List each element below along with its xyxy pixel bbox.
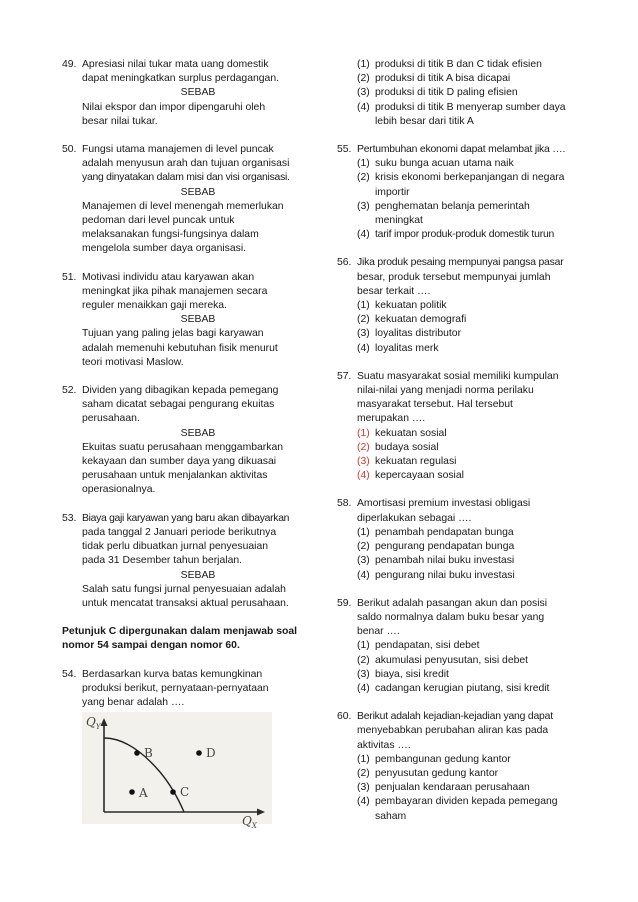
reason-line: adalah memenuhi kebutuhan fisik menurut — [82, 342, 278, 354]
x-axis-label: $Q_X$ — [242, 814, 257, 831]
statement-line: pada 31 Desember tahun berjalan. — [82, 555, 243, 567]
option-3 — [357, 455, 587, 469]
question-number: 51. — [62, 271, 77, 283]
option-text: akumulasi penyusutan, sisi debet — [375, 654, 529, 666]
option-number: (3) — [357, 668, 370, 680]
point-b-label: B — [144, 746, 153, 761]
option-number: (2) — [357, 767, 370, 779]
option-text: loyalitas merk — [375, 342, 439, 354]
connector-sebab: SEBAB — [180, 314, 216, 326]
statement-line: Berikut adalah kejadian-kejadian yang dapat — [357, 711, 553, 723]
option-1 — [357, 58, 587, 72]
statement-line: nilai-nilai yang menjadi norma perilaku — [357, 385, 534, 397]
statement-line: dapat meningkatkan surplus perdagangan. — [82, 73, 279, 85]
option-text: produksi di titik A bisa dicapai — [375, 73, 511, 85]
option-1 — [357, 526, 587, 540]
option-text: kepercayaan sosial — [375, 470, 464, 482]
point-c-dot — [170, 789, 176, 795]
reason-line: perusahaan untuk menjalankan aktivitas — [82, 470, 268, 482]
statement-line: saldo normalnya dalam buku besar yang — [357, 611, 545, 623]
option-text: kekuatan sosial — [375, 427, 447, 439]
instruction-line: Petunjuk C dipergunakan dalam menjawab soal — [62, 626, 298, 638]
y-axis-label: $Q_Y$ — [86, 715, 101, 732]
reason-line: besar nilai tukar. — [82, 115, 158, 127]
point-d-dot — [196, 750, 202, 756]
option-text: pengurang pendapatan bunga — [375, 541, 515, 553]
option-4 — [357, 795, 587, 823]
option-4 — [357, 682, 587, 696]
option-text: saham — [375, 810, 407, 822]
option-2 — [357, 540, 587, 554]
statement-line: menyebabkan perubahan aliran kas pada — [357, 725, 549, 737]
connector-sebab: SEBAB — [180, 87, 216, 99]
option-text: krisis ekonomi berkepanjangan di negara — [375, 172, 565, 184]
question-number: 56. — [337, 257, 352, 269]
option-number: (1) — [357, 158, 370, 170]
statement-line: Amortisasi premium investasi obligasi — [357, 498, 531, 510]
option-text: pengurang nilai buku investasi — [375, 569, 515, 581]
option-number: (3) — [357, 328, 370, 340]
option-3 — [357, 86, 587, 100]
reason-line: kekayaan dan sumber daya yang dikuasai — [82, 456, 277, 468]
statement-line: Berikut adalah pasangan akun dan posisi — [357, 597, 548, 609]
option-text: produksi di titik B dan C tidak efisien — [375, 59, 542, 70]
statement-line: besar terkait …. — [357, 285, 431, 297]
option-text: kekuatan regulasi — [375, 456, 457, 468]
option-1 — [357, 157, 587, 171]
point-d-label: D — [206, 746, 216, 761]
statement-line: aktivitas …. — [357, 739, 411, 751]
option-3 — [357, 781, 587, 795]
option-number: (4) — [357, 470, 370, 482]
question-number: 59. — [337, 597, 352, 609]
question-60 — [337, 710, 587, 824]
question-52 — [62, 384, 314, 498]
option-number: (3) — [357, 782, 370, 794]
option-number: (3) — [357, 87, 370, 99]
question-number: 49. — [62, 59, 77, 70]
option-3 — [357, 327, 587, 341]
connector-sebab: SEBAB — [180, 427, 216, 439]
connector-sebab: SEBAB — [180, 186, 216, 198]
question-number: 57. — [337, 370, 352, 382]
connector-sebab: SEBAB — [180, 569, 216, 581]
option-text: lebih besar dari titik A — [375, 115, 474, 127]
option-text: penambah nilai buku investasi — [375, 555, 515, 567]
option-4 — [357, 342, 587, 356]
question-number: 53. — [62, 512, 77, 524]
option-number: (2) — [357, 541, 370, 553]
question-number: 50. — [62, 144, 77, 156]
question-number: 52. — [62, 385, 77, 397]
statement-line: produksi berikut, pernyataan-pernyataan — [82, 682, 269, 694]
statement-line: yang dinyatakan dalam misi dan visi organisasi. — [82, 172, 290, 184]
option-number: (2) — [357, 441, 370, 453]
ppf-graph-svg — [82, 712, 272, 831]
option-number: (4) — [357, 342, 370, 354]
option-2 — [357, 72, 587, 86]
reason-line: mengelola sumber daya organisasi. — [82, 243, 247, 255]
option-number: (1) — [357, 526, 370, 538]
question-number: 60. — [337, 711, 352, 723]
option-text: meningkat — [375, 215, 423, 227]
statement-line: diperlakukan sebagai …. — [357, 512, 472, 524]
option-number: (4) — [357, 229, 370, 241]
statement-line: Pertumbuhan ekonomi dapat melambat jika …. — [357, 144, 566, 156]
reason-line: operasionalnya. — [82, 484, 156, 496]
reason-line: Salah satu fungsi jurnal penyesuaian adalah — [82, 583, 286, 595]
statement-line: adalah menyusun arah dan tujuan organisasi — [82, 158, 290, 170]
reason-line: Nilai ekspor dan impor dipengaruhi oleh — [82, 101, 266, 113]
instruction-line: nomor 54 sampai dengan nomor 60. — [62, 640, 240, 652]
option-number: (3) — [357, 456, 370, 468]
option-1 — [357, 753, 587, 767]
option-number: (1) — [357, 427, 370, 439]
question-49 — [62, 58, 314, 129]
option-3 — [357, 668, 587, 682]
option-text: produksi di titik B menyerap sumber daya — [375, 101, 566, 113]
option-text: kekuatan politik — [375, 300, 447, 312]
question-number: 55. — [337, 144, 352, 156]
question-53 — [62, 512, 314, 611]
option-text: suku bunga acuan utama naik — [375, 158, 514, 170]
question-51 — [62, 271, 314, 370]
option-number: (2) — [357, 654, 370, 666]
option-2 — [357, 654, 587, 668]
option-text: penambah pendapatan bunga — [375, 526, 514, 538]
statement-line: tidak perlu dibuatkan jurnal penyesuaian — [82, 541, 269, 553]
statement-line: Suatu masyarakat sosial memiliki kumpulan — [357, 370, 559, 382]
statement-line: Berdasarkan kurva batas kemungkinan — [82, 668, 263, 680]
option-text: pembangunan gedung kantor — [375, 753, 511, 765]
option-number: (2) — [357, 73, 370, 85]
question-56 — [337, 256, 587, 355]
option-number: (3) — [357, 200, 370, 212]
question-54 — [62, 668, 314, 831]
statement-line: masyarakat tersebut. Hal tersebut — [357, 399, 513, 411]
reason-line: Manajemen di level menengah memerlukan — [82, 200, 284, 212]
option-text: pembayaran dividen kepada pemegang — [375, 796, 558, 808]
option-number: (1) — [357, 300, 370, 312]
option-4 — [357, 101, 587, 129]
statement-line: perusahaan. — [82, 413, 140, 425]
statement-line: pada tanggal 2 Januari periode berikutnya — [82, 526, 277, 538]
instruction-c — [62, 625, 314, 653]
option-number: (4) — [357, 569, 370, 581]
statement-line: merupakan …. — [357, 413, 426, 425]
right-column — [337, 58, 587, 838]
ppf-graph — [82, 712, 272, 831]
option-number: (2) — [357, 314, 370, 326]
point-a-dot — [129, 789, 135, 795]
graph-photo-background — [82, 712, 272, 824]
question-number: 58. — [337, 498, 352, 510]
reason-line: pedoman dari level puncak untuk — [82, 215, 235, 227]
option-1 — [357, 299, 587, 313]
option-text: pendapatan, sisi debet — [375, 640, 480, 652]
option-2 — [357, 313, 587, 327]
question-57 — [337, 370, 587, 484]
option-number: (1) — [357, 753, 370, 765]
reason-line: Ekuitas suatu perusahaan menggambarkan — [82, 441, 284, 453]
option-2 — [357, 441, 587, 455]
option-2 — [357, 767, 587, 781]
statement-line: Dividen yang dibagikan kepada pemegang — [82, 385, 279, 397]
option-text: importir — [375, 186, 410, 198]
option-number: (1) — [357, 640, 370, 652]
option-text: produksi di titik D paling efisien — [375, 87, 518, 99]
statement-line: Biaya gaji karyawan yang baru akan dibayarkan — [82, 512, 290, 524]
point-c-label: C — [180, 785, 190, 800]
question-59 — [337, 597, 587, 696]
question-55 — [337, 143, 587, 242]
statement-line: besar, produk tersebut mempunyai jumlah — [357, 271, 551, 283]
statement-line: yang benar adalah …. — [82, 696, 185, 708]
reason-line: teori motivasi Maslow. — [82, 356, 184, 368]
option-number: (4) — [357, 101, 370, 113]
option-4 — [357, 228, 587, 242]
statement-line: reguler menaikkan gaji mereka. — [82, 300, 227, 312]
option-text: penjualan kendaraan perusahaan — [375, 782, 530, 794]
reason-line: melaksanakan fungsi-fungsinya dalam — [82, 229, 259, 241]
question-54-options — [337, 58, 587, 129]
statement-line: meningkat jika pihak manajemen secara — [82, 285, 268, 297]
option-text: loyalitas distributor — [375, 328, 462, 340]
option-number: (4) — [357, 682, 370, 694]
option-2 — [357, 171, 587, 199]
option-number: (2) — [357, 172, 370, 184]
option-number: (3) — [357, 555, 370, 567]
point-b-dot — [134, 750, 140, 756]
option-1 — [357, 427, 587, 441]
left-column — [62, 58, 314, 838]
option-text: penghematan belanja pemerintah — [375, 200, 530, 212]
option-1 — [357, 639, 587, 653]
reason-line: Tujuan yang paling jelas bagi karyawan — [82, 328, 264, 340]
option-4 — [357, 469, 587, 483]
option-text: tarif impor produk-produk domestik turun — [375, 229, 555, 241]
question-50 — [62, 143, 314, 257]
point-a-label: A — [139, 786, 148, 801]
statement-line: benar …. — [357, 626, 400, 638]
statement-line: saham dicatat sebagai pengurang ekuitas — [82, 399, 275, 411]
question-58 — [337, 497, 587, 582]
statement-line: Jika produk pesaing mempunyai pangsa pasar — [357, 257, 564, 269]
statement-line: Motivasi individu atau karyawan akan — [82, 271, 255, 283]
option-3 — [357, 200, 587, 228]
question-number: 54. — [62, 668, 77, 680]
option-4 — [357, 569, 587, 583]
option-text: cadangan kerugian piutang, sisi kredit — [375, 682, 550, 694]
option-text: kekuatan demografi — [375, 314, 467, 326]
option-text: budaya sosial — [375, 441, 439, 453]
option-3 — [357, 554, 587, 568]
reason-line: untuk mencatat transaksi aktual perusahaan. — [82, 597, 289, 609]
option-text: biaya, sisi kredit — [375, 668, 449, 680]
statement-line: Fungsi utama manajemen di level puncak — [82, 144, 274, 156]
option-number: (1) — [357, 59, 370, 70]
option-text: penyusutan gedung kantor — [375, 767, 499, 779]
option-number: (4) — [357, 796, 370, 808]
statement-line: Apresiasi nilai tukar mata uang domestik — [82, 59, 269, 70]
